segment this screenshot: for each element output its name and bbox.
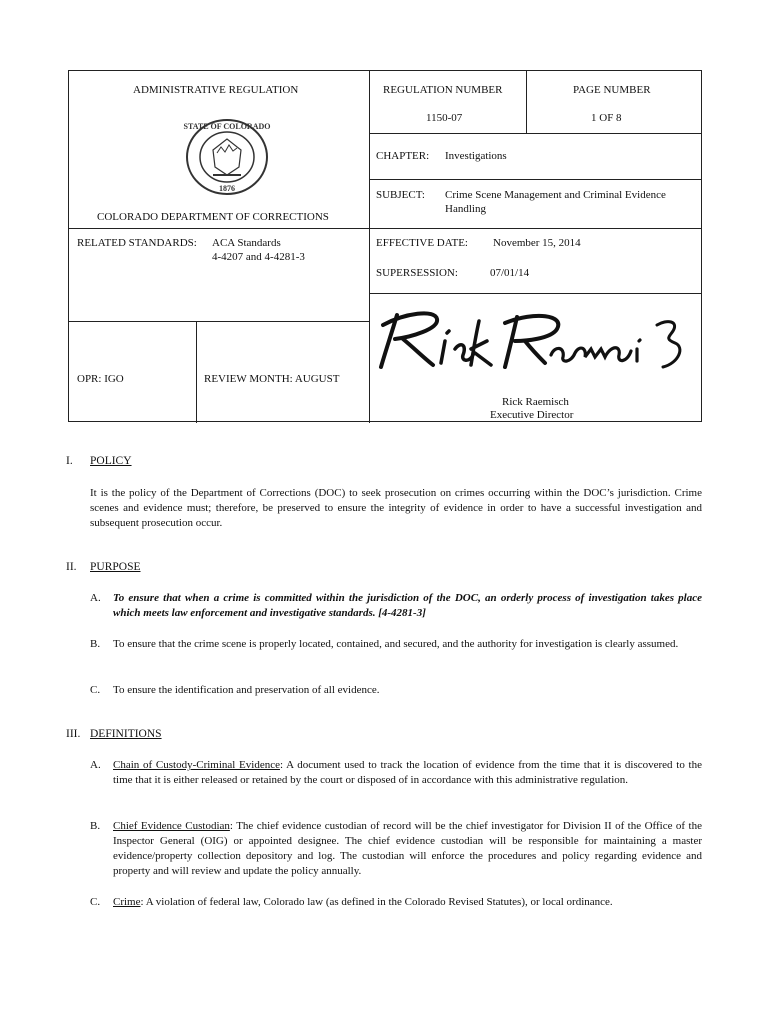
item-text xyxy=(113,819,702,879)
definition-term: Crime xyxy=(113,896,141,908)
signer-name: Rick Raemisch xyxy=(502,396,569,408)
divider xyxy=(369,133,702,134)
svg-text:STATE OF COLORADO: STATE OF COLORADO xyxy=(183,122,271,131)
supersession-value: 07/01/14 xyxy=(490,267,530,279)
subject-value: Crime Scene Management and Criminal Evidence Handling xyxy=(445,189,666,215)
supersession-label: SUPERSESSION: xyxy=(376,267,458,279)
definition-text: : A violation of federal law, Colorado law (as defined in the Colorado Revised Statutes), or local ordinance. xyxy=(140,896,613,908)
definition-term: Chain of Custody-Criminal Evidence xyxy=(113,759,280,771)
regulation-header-table xyxy=(68,70,702,422)
page-number-label: PAGE NUMBER xyxy=(573,84,651,96)
divider xyxy=(196,321,197,423)
section-number: II. xyxy=(66,561,77,573)
divider xyxy=(369,71,370,423)
definition-item-b xyxy=(90,819,702,879)
item-label: B. xyxy=(90,638,101,650)
section-title: POLICY xyxy=(90,455,132,467)
review-month-label: REVIEW MONTH: AUGUST xyxy=(204,373,340,385)
chapter-label: CHAPTER: xyxy=(376,150,430,162)
item-label: A. xyxy=(90,759,101,771)
definition-text: : A document used to track the location of evidence from the time that it is discovered to the time that it is either released or retained by the court or disposed of in accordance with this administrative regulation. xyxy=(113,759,702,786)
regulation-number-label: REGULATION NUMBER xyxy=(383,84,503,96)
page-number: 1 OF 8 xyxy=(591,112,622,124)
admin-regulation-label: ADMINISTRATIVE REGULATION xyxy=(133,84,299,96)
section-heading-definitions xyxy=(66,728,162,740)
definition-item-c xyxy=(90,895,702,910)
purpose-item-a xyxy=(90,591,702,621)
item-text xyxy=(113,758,702,788)
item-label: C. xyxy=(90,896,101,908)
department-name: COLORADO DEPARTMENT OF CORRECTIONS xyxy=(97,211,329,223)
section-title: PURPOSE xyxy=(90,561,141,573)
definition-text: : The chief evidence custodian of record will be the chief investigator for Division II of the Office of the Inspector General (OIG) or appointed designee. The chief evidence custodian will be responsible for maintaining a master evidence/property collection depository and log. The custodian will enforce the procedures and policy regarding evidence and property and will review and update the policy annually. xyxy=(113,820,702,877)
policy-paragraph: It is the policy of the Department of Corrections (DOC) to seek prosecution on crimes occurring within the DOC’s jurisdiction. Crime scenes and evidence must; therefore, be preserved to ensure the integrity of evidence in order to have a successful investigation and subsequent prosecution occur. xyxy=(90,487,702,529)
purpose-item-b xyxy=(90,637,702,652)
effective-date-value: November 15, 2014 xyxy=(493,237,581,249)
regulation-number: 1150-07 xyxy=(426,112,463,124)
section-heading-purpose xyxy=(66,561,141,573)
item-label: C. xyxy=(90,684,101,696)
related-standards-line1: ACA Standards xyxy=(212,237,281,249)
chapter-value: Investigations xyxy=(445,150,507,162)
item-text: To ensure the identification and preservation of all evidence. xyxy=(113,684,380,696)
divider xyxy=(69,228,702,229)
signature-image xyxy=(375,305,703,375)
item-text xyxy=(113,895,702,910)
divider xyxy=(369,293,702,294)
item-text: To ensure that when a crime is committed within the jurisdiction of the DOC, an orderly process of investigation takes place which meets law enforcement and investigative standards. [4-4281-3] xyxy=(113,592,702,619)
state-seal-icon xyxy=(181,117,273,197)
item-label: B. xyxy=(90,820,101,832)
divider xyxy=(69,321,369,322)
purpose-item-c xyxy=(90,683,702,698)
opr-label: OPR: IGO xyxy=(77,373,124,385)
signer-title: Executive Director xyxy=(490,409,574,421)
svg-text:1876: 1876 xyxy=(219,184,235,193)
definition-item-a xyxy=(90,758,702,788)
subject-label: SUBJECT: xyxy=(376,189,425,201)
definition-term: Chief Evidence Custodian xyxy=(113,820,230,832)
section-number: I. xyxy=(66,455,73,467)
section-title: DEFINITIONS xyxy=(90,728,162,740)
section-heading-policy xyxy=(66,455,132,467)
divider xyxy=(369,179,702,180)
section-number: III. xyxy=(66,728,81,740)
divider xyxy=(526,71,527,133)
item-text: To ensure that the crime scene is properly located, contained, and secured, and the authority for investigation is clearly assumed. xyxy=(113,638,679,650)
related-standards-line2: 4-4207 and 4-4281-3 xyxy=(212,251,305,263)
item-label: A. xyxy=(90,592,101,604)
effective-date-label: EFFECTIVE DATE: xyxy=(376,237,468,249)
related-standards-label: RELATED STANDARDS: xyxy=(77,237,197,249)
